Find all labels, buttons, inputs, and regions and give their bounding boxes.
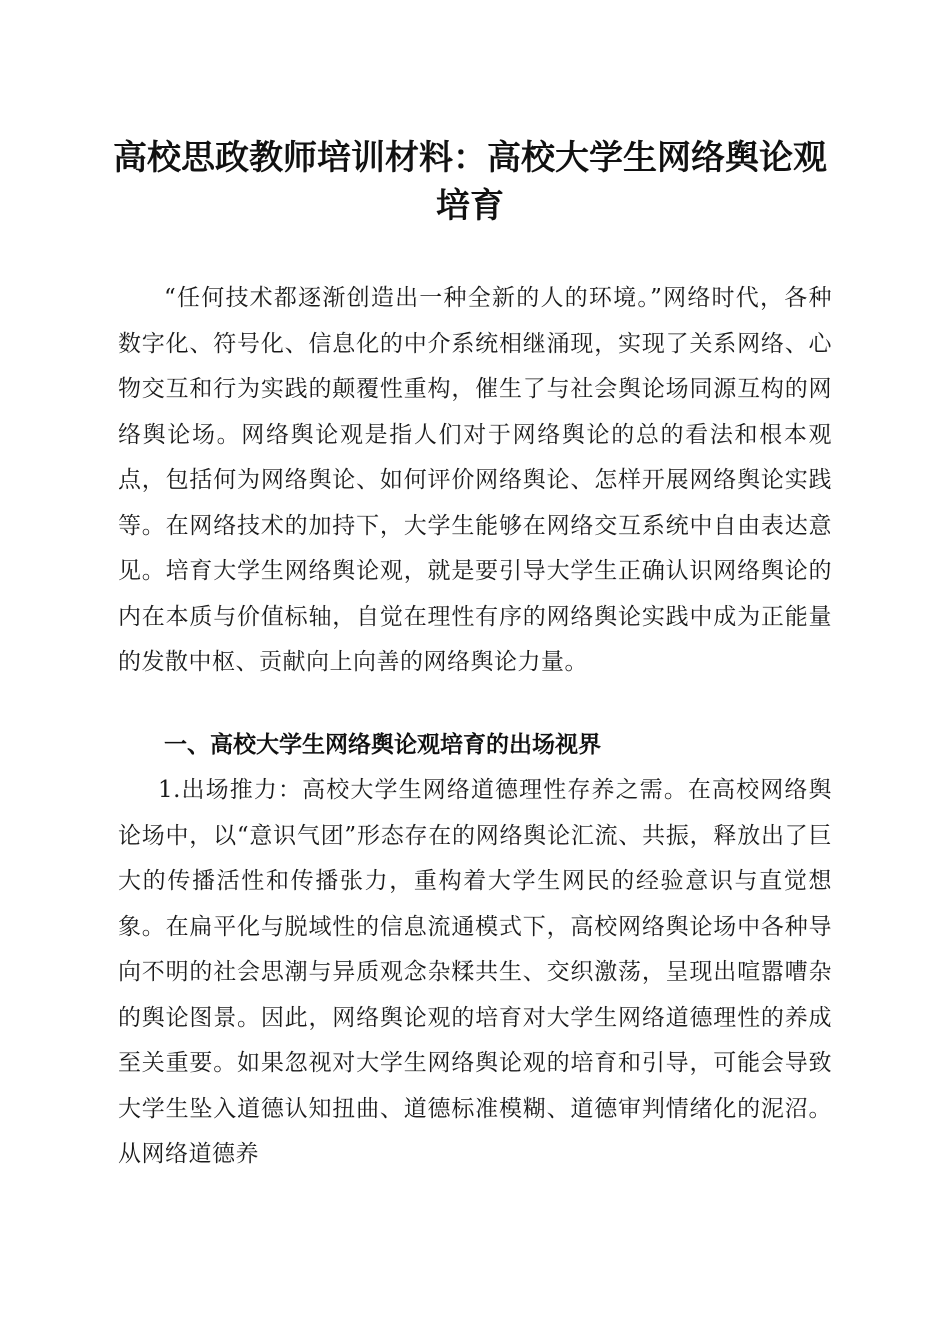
section-heading: 一、高校大学生网络舆论观培育的出场视界 (164, 732, 601, 758)
section-paragraph: 1.出场推力：高校大学生网络道德理性存养之需。在高校网络舆论场中，以“意识气团”形态存在的网络舆论汇流、共振，释放出了巨大的传播活性和传播张力，重构着大学生网民的经验意识与直觉想象。在扁平化与脱域性的信息流通模式下，高校网络舆论场中各种导向不明的社会思潮与异质观念杂糅共生、交织激荡，呈现出喧嚣嘈杂的舆论图景。因此，网络舆论观的培育对大学生网络道德理性的养成至关重要。如果忽视对大学生网络舆论观的培育和引导，可能会导致大学生坠入道德认知扭曲、道德标准模糊、道德审判情绪化的泥沼。从网络道德养 (118, 777, 832, 1167)
intro-paragraph: “任何技术都逐渐创造出一种全新的人的环境。”网络时代，各种数字化、符号化、信息化的中介系统相继涌现，实现了关系网络、心物交互和行为实践的颠覆性重构，催生了与社会舆论场同源互构的网络舆论场。网络舆论观是指人们对于网络舆论的总的看法和根本观点，包括何为网络舆论、如何评价网络舆论、怎样开展网络舆论实践等。在网络技术的加持下，大学生能够在网络交互系统中自由表达意见。培育大学生网络舆论观，就是要引导大学生正确认识网络舆论的内在本质与价值标轴，自觉在理性有序的网络舆论实践中成为正能量的发散中枢、贡献向上向善的网络舆论力量。 (118, 285, 832, 675)
document-title: 高校思政教师培训材料：高校大学生网络舆论观培育 (113, 138, 827, 226)
